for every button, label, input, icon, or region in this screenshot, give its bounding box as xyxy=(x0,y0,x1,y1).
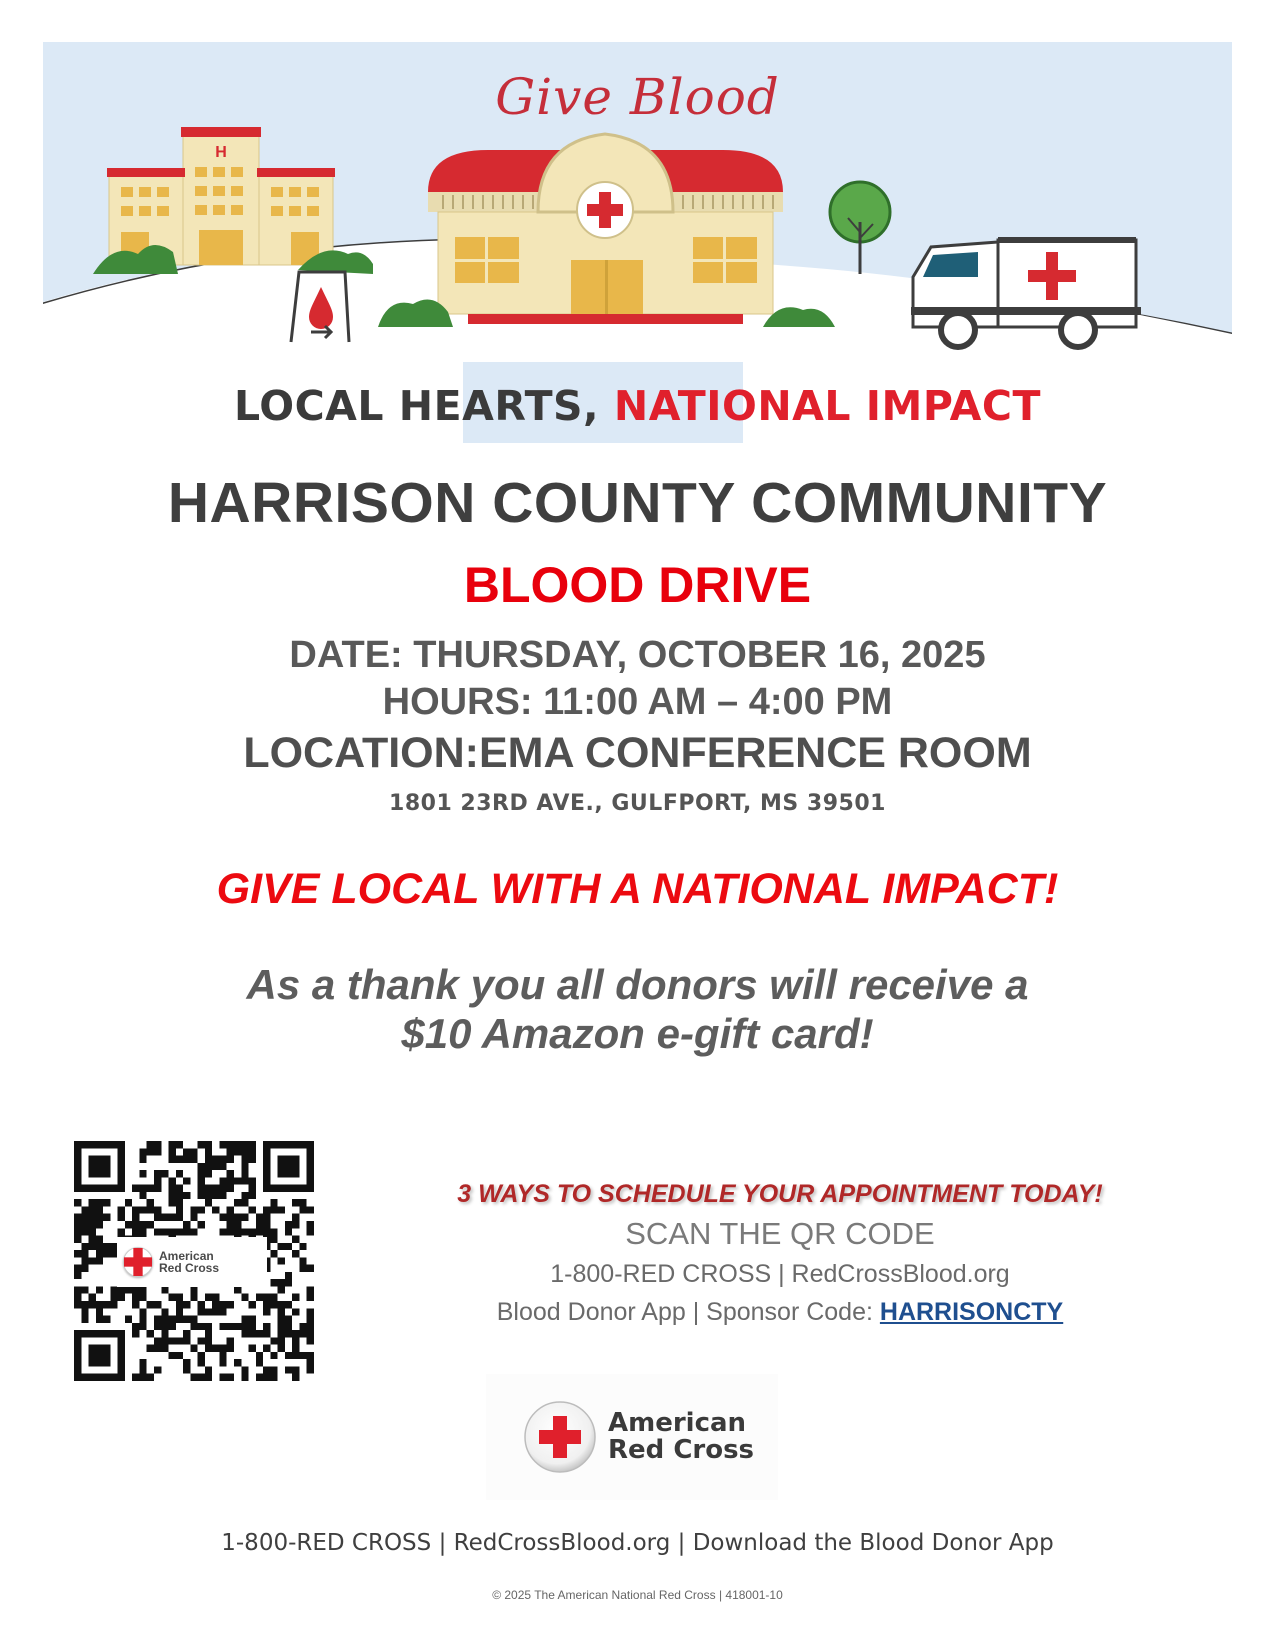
donor-thank-you xyxy=(0,960,1275,1058)
event-address: 1801 23RD AVE., GULFPORT, MS 39501 xyxy=(389,791,886,816)
qr-badge-text: American Red Cross xyxy=(159,1249,220,1275)
tagline-local-hearts: LOCAL HEARTS, xyxy=(234,382,614,430)
thank-you-line-2: $10 Amazon e-gift card! xyxy=(401,1010,874,1057)
schedule-phone-web: 1-800-RED CROSS | RedCrossBlood.org xyxy=(550,1260,1010,1288)
schedule-app-prefix: Blood Donor App | Sponsor Code: xyxy=(496,1298,880,1326)
red-cross-icon xyxy=(123,1247,153,1277)
qr-code[interactable] xyxy=(73,1141,315,1381)
event-hours: HOURS: 11:00 AM – 4:00 PM xyxy=(382,681,893,723)
blood-drop-sign-icon xyxy=(291,272,349,342)
event-date: DATE: THURSDAY, OCTOBER 16, 2025 xyxy=(289,634,986,676)
svg-text:H: H xyxy=(215,144,227,161)
event-title: HARRISON COUNTY COMMUNITY xyxy=(167,471,1108,535)
qr-badge xyxy=(117,1237,267,1287)
schedule-app-line xyxy=(380,1298,1180,1327)
sponsor-code-link[interactable]: HARRISONCTY xyxy=(879,1298,1064,1326)
red-cross-logo-icon xyxy=(522,1399,598,1475)
thank-you-line-1: As a thank you all donors will receive a xyxy=(246,961,1029,1008)
event-subtitle: BLOOD DRIVE xyxy=(463,557,812,613)
american-red-cross-logo xyxy=(486,1374,778,1500)
hospital-icon xyxy=(93,127,373,274)
event-slogan: GIVE LOCAL WITH A NATIONAL IMPACT! xyxy=(216,865,1059,913)
tagline-national-impact: NATIONAL IMPACT xyxy=(613,382,1041,430)
donation-center-icon xyxy=(378,134,835,327)
tree-icon xyxy=(830,182,890,274)
schedule-scan-qr: SCAN THE QR CODE xyxy=(625,1216,935,1251)
footer-contact: 1-800-RED CROSS | RedCrossBlood.org | Download the Blood Donor App xyxy=(221,1530,1054,1556)
schedule-heading: 3 WAYS TO SCHEDULE YOUR APPOINTMENT TODAY! xyxy=(457,1180,1103,1208)
event-location: LOCATION:EMA CONFERENCE ROOM xyxy=(243,729,1032,777)
footer-copyright: © 2025 The American National Red Cross | 418001-10 xyxy=(492,1588,783,1602)
banner-tagline xyxy=(43,382,1232,430)
banner-script-title: Give Blood xyxy=(495,68,780,126)
logo-text: American Red Cross xyxy=(608,1408,755,1465)
banner xyxy=(43,42,1232,443)
